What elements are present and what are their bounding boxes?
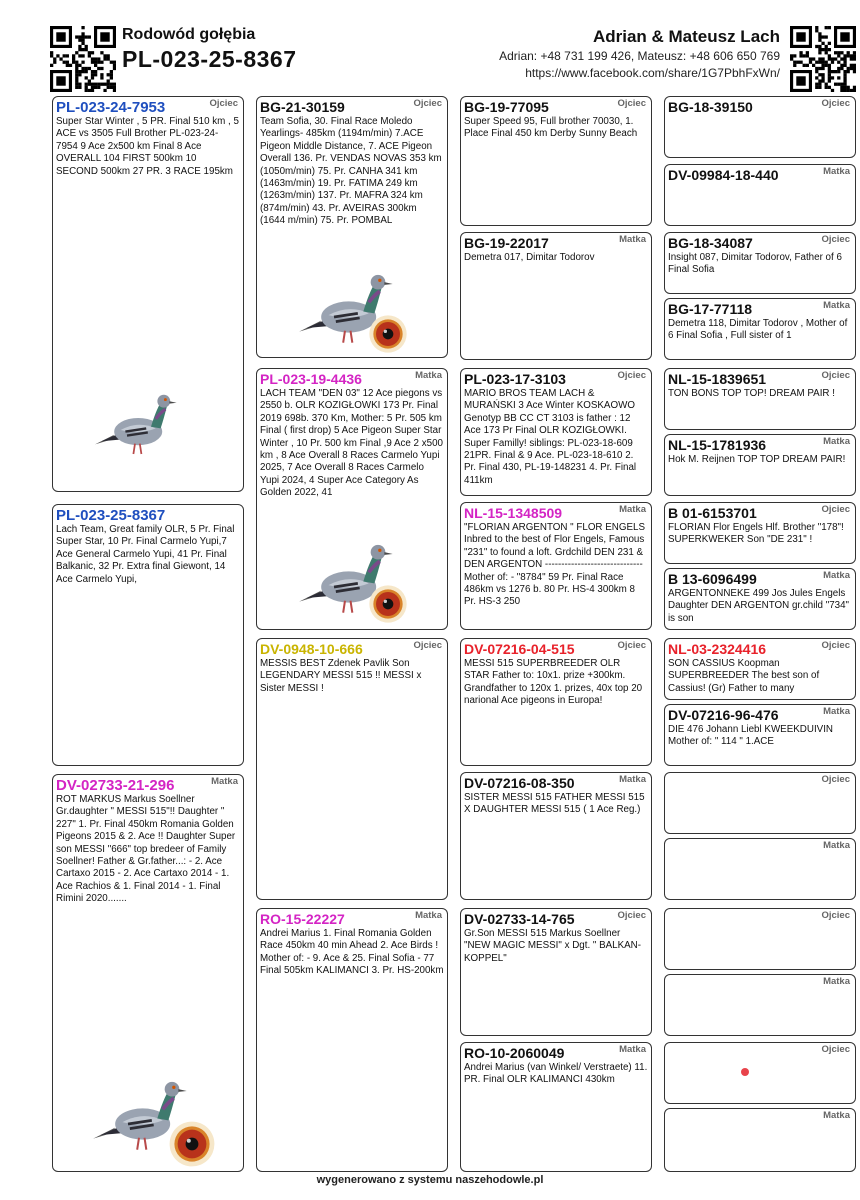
ring-number: BG-19-77095 — [464, 99, 549, 115]
sex-label: Ojciec — [821, 1044, 850, 1055]
pedigree-card-g4-10[interactable] — [664, 704, 856, 766]
eye-photo-fm — [368, 584, 408, 624]
ring-number: DV-07216-96-476 — [668, 707, 779, 723]
owner-facebook-link[interactable]: https://www.facebook.com/share/1G7PbhFxWn/ — [525, 66, 780, 80]
ring-number: DV-09984-18-440 — [668, 167, 779, 183]
ring-number: DV-02733-21-296 — [56, 777, 175, 794]
ring-number: BG-19-22017 — [464, 235, 549, 251]
pedigree-card-subject[interactable] — [52, 504, 244, 766]
ring-number: B 13-6096499 — [668, 571, 757, 587]
pedigree-card-g4-15[interactable] — [664, 1042, 856, 1104]
pigeon-description: FLORIAN Flor Engels Hlf. Brother "178"! SUPERKWEKER Son "DE 231" ! — [668, 522, 844, 546]
pigeon-description: ROT MARKUS Markus Soellner Gr.daughter " MESSI 515"!! Daughter " 227" 1. Pr. Final 450km Romania Golden Pigeons 2015 & 2. Ace !! Daughter Super son MESSI "666" top bredeer of Family Soellner! Father & Gr.father...: - 2. Ace Cartaxo 2015 - 2. Ace Cartaxo 2014 - 1. Ace Rachios & 1. Final 2014 - 1. Final Rimini 2020....... — [56, 794, 236, 905]
ring-number: B 01-6153701 — [668, 505, 757, 521]
pedigree-card-g4-6[interactable] — [664, 434, 856, 496]
pigeon-description: Team Sofia, 30. Final Race Moledo Yearlings- 485km (1194m/min) 7.ACE Pigeon Middle Distance, 7. ACE Pigeon Overall 136. Pr. VENDAS NOVAS 353 km (1050m/min) 75. Pr. CANHA 341 km (1463m/min) 19. Pr. FATIMA 249 km (1263m/min) 137. Pr. MAFRA 324 km (874m/min) 43. Pr. AVEIRAS 300km (1644 m/min) 75. Pr. POMBAL — [260, 116, 442, 227]
owner-phones: Adrian: +48 731 199 426, Mateusz: +48 606 650 769 — [499, 49, 780, 63]
page-title: PL-023-25-8367 — [122, 46, 297, 72]
ring-number: PL-023-24-7953 — [56, 99, 166, 116]
sex-label: Ojciec — [617, 370, 646, 381]
ring-number: PL-023-25-8367 — [56, 507, 166, 524]
pedigree-card-g4-2[interactable] — [664, 164, 856, 226]
pigeon-description: Demetra 118, Dimitar Todorov , Mother of 6 Final Sofia , Full sister of 1 — [668, 318, 848, 342]
ring-number: RO-10-2060049 — [464, 1045, 565, 1061]
red-dot-marker — [741, 1068, 749, 1076]
sex-label: Matka — [211, 776, 238, 787]
pigeon-description: MARIO BROS TEAM LACH & MURAŃSKI 3 Ace Winter KOSKAOWO Genotyp BB CC CT 3103 is father : 12 Ace 173 Pr Final OLR KOZIGŁOWKI. Super Familly! siblings: PL-023-18-609 21PR. Final & 9 Ace. PL-023-18-610 2. Pr. Final 430, PL-19-148231 4. Pr. Final 411km — [464, 388, 637, 486]
sex-label: Ojciec — [821, 234, 850, 245]
qr-code-icon-right — [790, 26, 856, 92]
pedigree-card-mfm[interactable] — [460, 772, 652, 900]
sex-label: Matka — [823, 706, 850, 717]
sex-label: Ojciec — [821, 640, 850, 651]
sex-label: Matka — [619, 1044, 646, 1055]
pedigree-label: Rodowód gołębia — [122, 26, 256, 43]
pigeon-description: LACH TEAM "DEN 03" 12 Ace piegons vs 2550 b. OLR KOZIGŁOWKI 173 Pr. Final 2019 698b. 370 Km, Mother: 5 Pr. 505 km Final ( first drop) 5 Ace Pigeon Super Star Winter , 10 Pr. 500 km Final ,9 Ace 2 x500 km , 8 Ace Overall 8 Races Carmelo Yupi 2025, 7 Ace Overall 8 Races Carmelo Yupi 2024, 4 Super Ace Category As Golden 2022, 41 — [260, 388, 443, 499]
pedigree-card-g4-12[interactable] — [664, 838, 856, 900]
pedigree-card-g4-13[interactable] — [664, 908, 856, 970]
pigeon-description: SON CASSIUS Koopman SUPERBREEDER The best son of Cassius! (Gr) Father to many — [668, 658, 820, 694]
ring-number: BG-21-30159 — [260, 99, 345, 115]
pedigree-card-g4-8[interactable] — [664, 568, 856, 630]
pigeon-description: DIE 476 Johann Liebl KWEEKDUIVIN Mother of: " 114 " 1.ACE — [668, 724, 833, 748]
pedigree-card-mff[interactable] — [460, 638, 652, 766]
pigeon-description: Gr.Son MESSI 515 Markus Soellner "NEW MAGIC MESSI" x Dgt. " BALKAN-KOPPEL" — [464, 928, 642, 964]
pigeon-description: Lach Team, Great family OLR, 5 Pr. Final Super Star, 10 Pr. Final Carmelo Yupi,7 Ace General Carmelo Yupi, 41 Pr. Final Balkanic, 32 Pr. Extra final Giewont, 14 Ace Carmelo Yupi, — [56, 524, 235, 585]
sex-label: Matka — [823, 976, 850, 987]
pigeon-description: "FLORIAN ARGENTON " FLOR ENGELS Inbred to the best of Flor Engels, Famous "231" to found a loft. Grdchild DEN 231 & DEN ARGENTON ------------------------------ Mother of: - "8784" 59 Pr. Final Race 486km vs 1276 b. 80 Pr. HS-4 300km 8 Pr. HS-3 250 — [464, 522, 645, 608]
eye-photo-mother — [168, 1120, 216, 1168]
sex-label: Ojciec — [617, 910, 646, 921]
sex-label: Matka — [415, 910, 442, 921]
ring-number: RO-15-22227 — [260, 911, 345, 927]
pigeon-description: Hok M. Reijnen TOP TOP DREAM PAIR! — [668, 454, 846, 465]
pigeon-description: ARGENTONNEKE 499 Jos Jules Engels Daughter DEN ARGENTON gr.child "734" is son — [668, 588, 850, 624]
sex-label: Ojciec — [821, 910, 850, 921]
sex-label: Matka — [823, 436, 850, 447]
qr-code-icon-left — [50, 26, 116, 92]
pigeon-description: MESSI 515 SUPERBREEDER OLR STAR Father to: 10x1. prize +300km. Grandfather to 120x 1. prizes, 40x top 20 narional Ace pigeons in Europa! — [464, 658, 643, 707]
sex-label: Matka — [619, 234, 646, 245]
ring-number: PL-023-17-3103 — [464, 371, 566, 387]
pigeon-description: Insight 087, Dimitar Todorov, Father of 6 Final Sofia — [668, 252, 842, 276]
pedigree-card-g4-4[interactable] — [664, 298, 856, 360]
pigeon-description: Super Speed 95, Full brother 70030, 1. Place Final 450 km Derby Sunny Beach — [464, 116, 638, 140]
sex-label: Ojciec — [413, 640, 442, 651]
ring-number: NL-15-1781936 — [668, 437, 767, 453]
sex-label: Ojciec — [413, 98, 442, 109]
pedigree-card-g4-1[interactable] — [664, 96, 856, 158]
sex-label: Matka — [823, 1110, 850, 1121]
sex-label: Ojciec — [821, 774, 850, 785]
ring-number: DV-07216-08-350 — [464, 775, 575, 791]
eye-photo-ff — [368, 314, 408, 354]
pedigree-card-ffm[interactable] — [460, 232, 652, 360]
footer-credit: wygenerowano z systemu naszehodowle.pl — [316, 1174, 544, 1186]
sex-label: Ojciec — [209, 98, 238, 109]
sex-label: Ojciec — [821, 98, 850, 109]
pedigree-card-mf[interactable] — [256, 638, 448, 900]
pedigree-card-mmf[interactable] — [460, 908, 652, 1036]
pigeon-description: MESSIS BEST Zdenek Pavlik Son LEGENDARY MESSI 515 !! MESSI x Sister MESSI ! — [260, 658, 422, 694]
ring-number: PL-023-19-4436 — [260, 371, 362, 387]
sex-label: Matka — [619, 504, 646, 515]
sex-label: Matka — [619, 774, 646, 785]
ring-number: BG-18-39150 — [668, 99, 753, 115]
pigeon-description: Super Star Winter , 5 PR. Final 510 km , 5 ACE vs 3505 Full Brother PL-023-24-7954 9 Ace 2x500 km Final 8 Ace OVERALL 104 FIRST 500km 10 SECOND 500km 27 PR. 3 RACE 195km — [56, 116, 239, 177]
pedigree-card-mm[interactable] — [256, 908, 448, 1172]
pedigree-card-fff[interactable] — [460, 96, 652, 226]
sex-label: Ojciec — [821, 370, 850, 381]
ring-number: NL-15-1839651 — [668, 371, 767, 387]
pedigree-card-g4-7[interactable] — [664, 502, 856, 564]
pedigree-card-fmm[interactable] — [460, 502, 652, 630]
sex-label: Ojciec — [617, 640, 646, 651]
pigeon-description: Andrei Marius 1. Final Romania Golden Race 450km 40 min Ahead 2. Ace Birds ! Mother of: - 9. Ace & 25. Final Sofia - 77 Final 505km KALIMANCI 3. Pr. HS-200km — [260, 928, 444, 977]
owner-name: Adrian & Mateusz Lach — [592, 27, 780, 46]
pigeon-description: SISTER MESSI 515 FATHER MESSI 515 X DAUGHTER MESSI 515 ( 1 Ace Reg.) — [464, 792, 645, 816]
pedigree-card-g4-11[interactable] — [664, 772, 856, 834]
pedigree-card-g4-16[interactable] — [664, 1108, 856, 1172]
pigeon-description: Demetra 017, Dimitar Todorov — [464, 252, 595, 263]
pedigree-card-g4-14[interactable] — [664, 974, 856, 1036]
ring-number: DV-0948-10-666 — [260, 641, 363, 657]
pedigree-card-g4-9[interactable] — [664, 638, 856, 700]
ring-number: DV-07216-04-515 — [464, 641, 575, 657]
ring-number: BG-18-34087 — [668, 235, 753, 251]
pedigree-card-g4-3[interactable] — [664, 232, 856, 294]
ring-number: NL-03-2324416 — [668, 641, 767, 657]
pedigree-card-fmf[interactable] — [460, 368, 652, 496]
ring-number: BG-17-77118 — [668, 301, 753, 317]
ring-number: DV-02733-14-765 — [464, 911, 575, 927]
sex-label: Matka — [823, 166, 850, 177]
pigeon-description: Andrei Marius (van Winkel/ Verstraete) 11. PR. Final OLR KALIMANCI 430km — [464, 1062, 648, 1086]
sex-label: Matka — [823, 570, 850, 581]
sex-label: Matka — [823, 300, 850, 311]
pigeon-photo-father — [80, 382, 190, 462]
sex-label: Ojciec — [617, 98, 646, 109]
sex-label: Matka — [823, 840, 850, 851]
ring-number: NL-15-1348509 — [464, 505, 563, 521]
pedigree-card-g4-5[interactable] — [664, 368, 856, 430]
sex-label: Ojciec — [821, 504, 850, 515]
pigeon-description: TON BONS TOP TOP! DREAM PAIR ! — [668, 388, 835, 399]
sex-label: Matka — [415, 370, 442, 381]
pedigree-card-mmm[interactable] — [460, 1042, 652, 1172]
